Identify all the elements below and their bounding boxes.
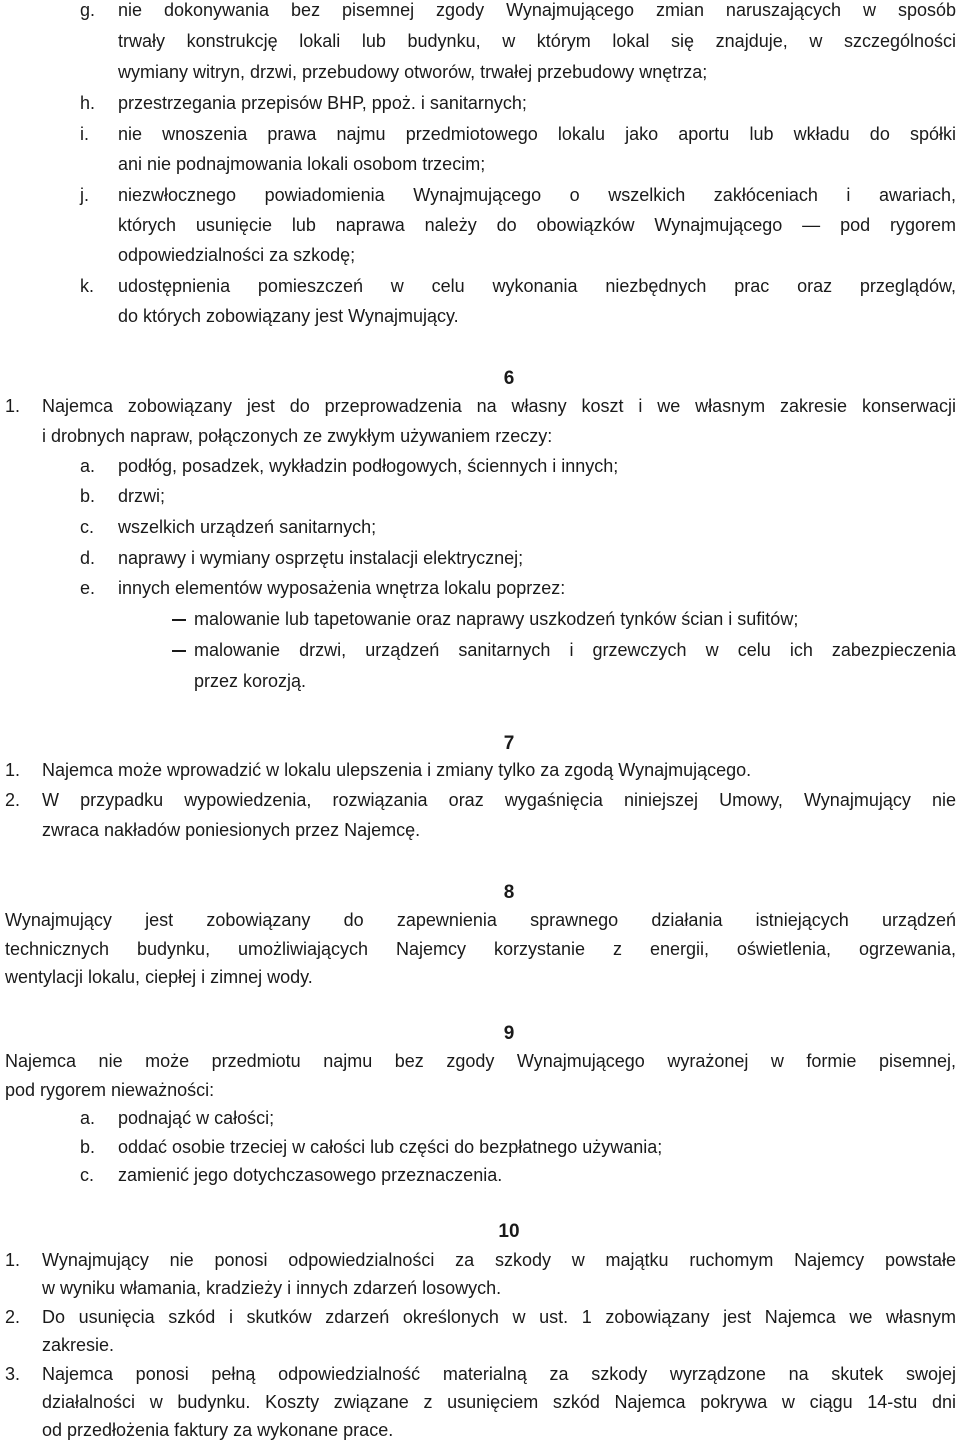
list-item-line: wszelkich urządzeń sanitarnych; (118, 517, 377, 537)
list-item-line: nie wnoszenia prawa najmu przedmiotowego lokalu jako aportu lub wkładu do spółki (118, 124, 956, 144)
list-item-line: których usunięcie lub naprawa należy do obowiązków Wynajmującego — pod rygorem (118, 215, 956, 235)
paragraph-line: i drobnych napraw, połączonych ze zwykłym używaniem rzeczy: (42, 426, 553, 446)
paragraph-line: Do usunięcia szkód i skutków zdarzeń określonych w ust. 1 zobowiązany jest Najemca we własnym (42, 1307, 956, 1327)
list-marker: d. (80, 548, 96, 568)
list-marker: 2. (5, 790, 21, 810)
list-item-line: oddać osobie trzeciej w całości lub części do bezpłatnego używania; (118, 1137, 663, 1157)
list-item-line: trwały konstrukcję lokali lub budynku, w którym lokal się znajduje, w szczególności (118, 31, 956, 51)
paragraph-line: od przedłożenia faktury za wykonane prace. (42, 1420, 394, 1440)
dash-bullet-icon (172, 619, 186, 621)
paragraph-line: W przypadku wypowiedzenia, rozwiązania oraz wygaśnięcia niniejszej Umowy, Wynajmujący nie (42, 790, 956, 810)
list-marker: a. (80, 456, 96, 476)
list-item-line: zamienić jego dotychczasowego przeznaczenia. (118, 1165, 503, 1185)
list-marker: h. (80, 93, 96, 113)
list-item-line: przestrzegania przepisów BHP, ppoż. i sanitarnych; (118, 93, 527, 113)
list-marker: c. (80, 517, 95, 537)
list-item-line: do których zobowiązany jest Wynajmujący. (118, 306, 459, 326)
list-marker: i. (80, 124, 89, 144)
list-marker: 1. (5, 396, 21, 416)
section-heading-8: 8 (503, 882, 515, 903)
list-marker: b. (80, 486, 96, 506)
list-item-line: podnająć w całości; (118, 1108, 275, 1128)
paragraph-line: Najemca może wprowadzić w lokalu ulepszenia i zmiany tylko za zgodą Wynajmującego. (42, 760, 752, 780)
paragraph-line: działalności w budynku. Koszty związane z usunięciem szkód Najemca pokrywa w ciągu 14-stu dni (42, 1392, 956, 1412)
list-item-line: udostępnienia pomieszczeń w celu wykonania niezbędnych prac oraz przeglądów, (118, 276, 956, 296)
list-marker: j. (80, 185, 89, 205)
list-item-line: podłóg, posadzek, wykładzin podłogowych, ściennych i innych; (118, 456, 619, 476)
dash-item-line: malowanie drzwi, urządzeń sanitarnych i grzewczych w celu ich zabezpieczenia (194, 640, 956, 660)
list-item-line: innych elementów wyposażenia wnętrza lokalu poprzez: (118, 578, 566, 598)
list-item-line: odpowiedzialności za szkodę; (118, 245, 356, 265)
dash-bullet-icon (172, 650, 186, 652)
list-item-line: ani nie podnajmowania lokali osobom trzecim; (118, 154, 486, 174)
list-marker: 2. (5, 1307, 21, 1327)
list-marker: e. (80, 578, 96, 598)
paragraph-line: w wyniku włamania, kradzieży i innych zdarzeń losowych. (42, 1278, 502, 1298)
list-marker: a. (80, 1108, 96, 1128)
list-marker: 1. (5, 1250, 21, 1270)
list-item-line: wymiany witryn, drzwi, przebudowy otworów, trwałej przebudowy wnętrza; (118, 62, 708, 82)
paragraph-line: technicznych budynku, umożliwiających Najemcy korzystanie z energii, oświetlenia, ogrzewania, (5, 939, 956, 959)
dash-item-line: malowanie lub tapetowanie oraz naprawy uszkodzeń tynków ścian i sufitów; (194, 609, 799, 629)
section-heading-9: 9 (503, 1023, 515, 1044)
list-marker: 1. (5, 760, 21, 780)
section-heading-6: 6 (503, 368, 515, 389)
list-item-line: niezwłocznego powiadomienia Wynajmującego o wszelkich zakłóceniach i awariach, (118, 185, 956, 205)
dash-item-line: przez korozją. (194, 671, 307, 691)
list-item-line: nie dokonywania bez pisemnej zgody Wynajmującego zmian naruszających w sposób (118, 0, 956, 20)
paragraph-line: pod rygorem nieważności: (5, 1080, 215, 1100)
section-heading-10: 10 (498, 1221, 520, 1242)
list-item-line: drzwi; (118, 486, 166, 506)
list-item-line: naprawy i wymiany osprzętu instalacji elektrycznej; (118, 548, 524, 568)
paragraph-line: Wynajmujący jest zobowiązany do zapewnienia sprawnego działania istniejących urządzeń (5, 910, 956, 930)
paragraph-line: zwraca nakładów poniesionych przez Najemcę. (42, 820, 421, 840)
paragraph-line: zakresie. (42, 1335, 115, 1355)
list-marker: 3. (5, 1364, 21, 1384)
paragraph-line: Najemca nie może przedmiotu najmu bez zgody Wynajmującego wyrażonej w formie pisemnej, (5, 1051, 956, 1071)
list-marker: k. (80, 276, 95, 296)
paragraph-line: wentylacji lokalu, ciepłej i zimnej wody. (5, 967, 313, 987)
section-heading-7: 7 (503, 733, 515, 754)
paragraph-line: Wynajmujący nie ponosi odpowiedzialności za szkody w majątku ruchomym Najemcy powstałe (42, 1250, 956, 1270)
list-marker: g. (80, 0, 96, 20)
paragraph-line: Najemca ponosi pełną odpowiedzialność materialną za szkody wyrządzone na skutek swojej (42, 1364, 956, 1384)
list-marker: b. (80, 1137, 96, 1157)
paragraph-line: Najemca zobowiązany jest do przeprowadzenia na własny koszt i we własnym zakresie konserwacji (42, 396, 956, 416)
list-marker: c. (80, 1165, 95, 1185)
